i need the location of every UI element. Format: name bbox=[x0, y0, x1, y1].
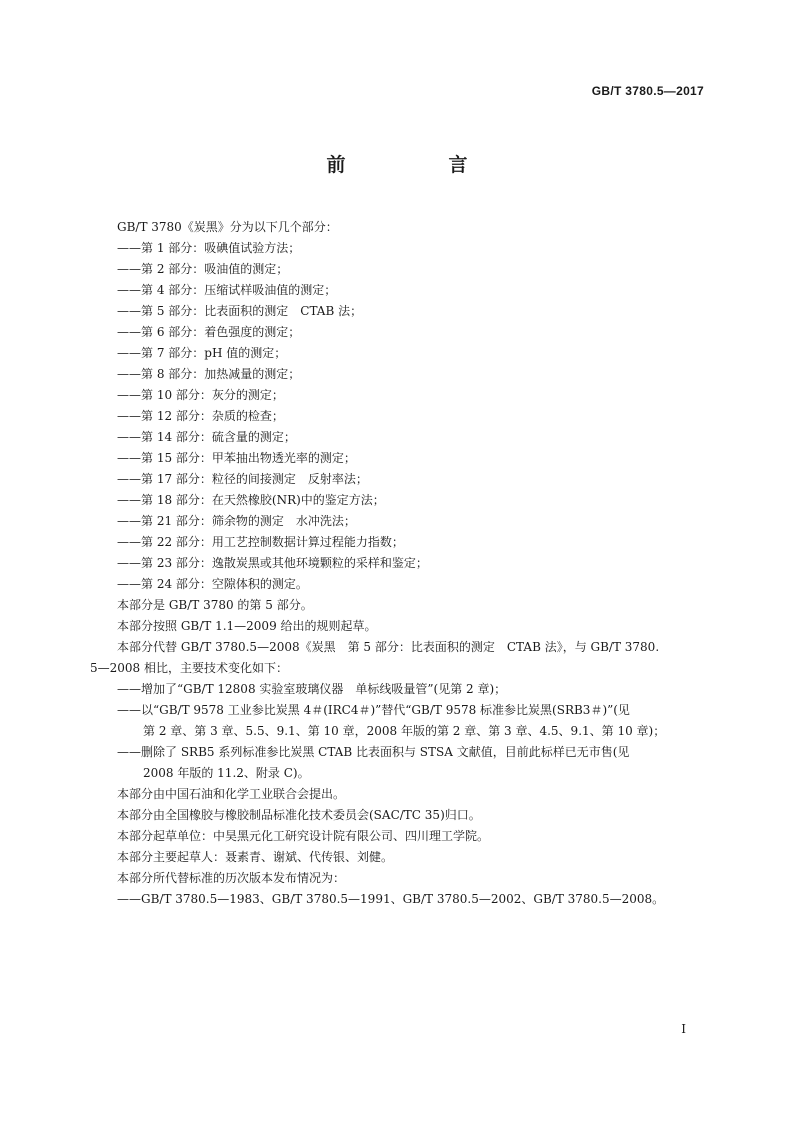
list-item-continuation: 第 2 章、第 3 章、5.5、9.1、第 10 章，2008 年版的第 2 章、第 3 章、4.5、9.1、第 10 章)； bbox=[143, 724, 666, 738]
paragraph-line: 5—2008 相比，主要技术变化如下： bbox=[90, 661, 288, 675]
list-item: ——第 24 部分：空隙体积的测定。 bbox=[117, 577, 308, 591]
list-item: ——第 6 部分：着色强度的测定； bbox=[117, 325, 301, 339]
paragraph-line: 本部分由全国橡胶与橡胶制品标准化技术委员会(SAC/TC 35)归口。 bbox=[117, 808, 481, 822]
list-item: ——第 14 部分：硫含量的测定； bbox=[117, 430, 296, 444]
list-item: ——第 21 部分：筛余物的测定 水冲洗法； bbox=[117, 514, 356, 528]
list-item-continuation: 2008 年版的 11.2、附录 C)。 bbox=[143, 766, 310, 780]
paragraph-line: 本部分按照 GB/T 1.1—2009 给出的规则起草。 bbox=[117, 619, 377, 633]
list-item: ——第 22 部分：用工艺控制数据计算过程能力指数； bbox=[117, 535, 404, 549]
list-item: ——第 10 部分：灰分的测定； bbox=[117, 388, 284, 402]
list-item: ——第 4 部分：压缩试样吸油值的测定； bbox=[117, 283, 337, 297]
paragraph-line: GB/T 3780《炭黑》分为以下几个部分： bbox=[117, 220, 338, 234]
paragraph-line: 本部分是 GB/T 3780 的第 5 部分。 bbox=[117, 598, 313, 612]
page-number: I bbox=[681, 1022, 686, 1036]
page-title: 前 言 bbox=[326, 154, 510, 176]
list-item: ——第 23 部分：逸散炭黑或其他环境颗粒的采样和鉴定； bbox=[117, 556, 428, 570]
standard-code: GB/T 3780.5—2017 bbox=[591, 84, 704, 98]
list-item: ——第 17 部分：粒径的间接测定 反射率法； bbox=[117, 472, 368, 486]
list-item: ——第 18 部分：在天然橡胶(NR)中的鉴定方法； bbox=[117, 493, 385, 507]
list-item: ——第 5 部分：比表面积的测定 CTAB 法； bbox=[117, 304, 363, 318]
paragraph-line: 本部分主要起草人：聂素青、谢斌、代传银、刘健。 bbox=[117, 850, 394, 864]
list-item: ——删除了 SRB5 系列标准参比炭黑 CTAB 比表面积与 STSA 文献值，目前此标样已无市售(见 bbox=[117, 745, 630, 759]
paragraph-line: 本部分代替 GB/T 3780.5—2008《炭黑 第 5 部分：比表面积的测定 CTAB 法》，与 GB/T 3780. bbox=[117, 640, 660, 654]
list-item: ——增加了“GB/T 12808 实验室玻璃仪器 单标线吸量管”(见第 2 章)； bbox=[117, 682, 507, 696]
list-item: ——第 1 部分：吸碘值试验方法； bbox=[117, 241, 301, 255]
list-item: ——第 2 部分：吸油值的测定； bbox=[117, 262, 289, 276]
list-item: ——第 7 部分：pH 值的测定； bbox=[117, 346, 287, 360]
list-item: ——GB/T 3780.5—1983、GB/T 3780.5—1991、GB/T 3780.5—2002、GB/T 3780.5—2008。 bbox=[117, 892, 665, 906]
paragraph-line: 本部分所代替标准的历次版本发布情况为： bbox=[117, 871, 346, 885]
paragraph-line: 本部分由中国石油和化学工业联合会提出。 bbox=[117, 787, 346, 801]
paragraph-line: 本部分起草单位：中昊黑元化工研究设计院有限公司、四川理工学院。 bbox=[117, 829, 490, 843]
list-item: ——第 15 部分：甲苯抽出物透光率的测定； bbox=[117, 451, 356, 465]
list-item: ——第 12 部分：杂质的检查； bbox=[117, 409, 284, 423]
foreword-body bbox=[90, 217, 710, 910]
list-item: ——以“GB/T 9578 工业参比炭黑 4＃(IRC4＃)”替代“GB/T 9578 标准参比炭黑(SRB3＃)”(见 bbox=[117, 703, 630, 717]
list-item: ——第 8 部分：加热减量的测定； bbox=[117, 367, 301, 381]
